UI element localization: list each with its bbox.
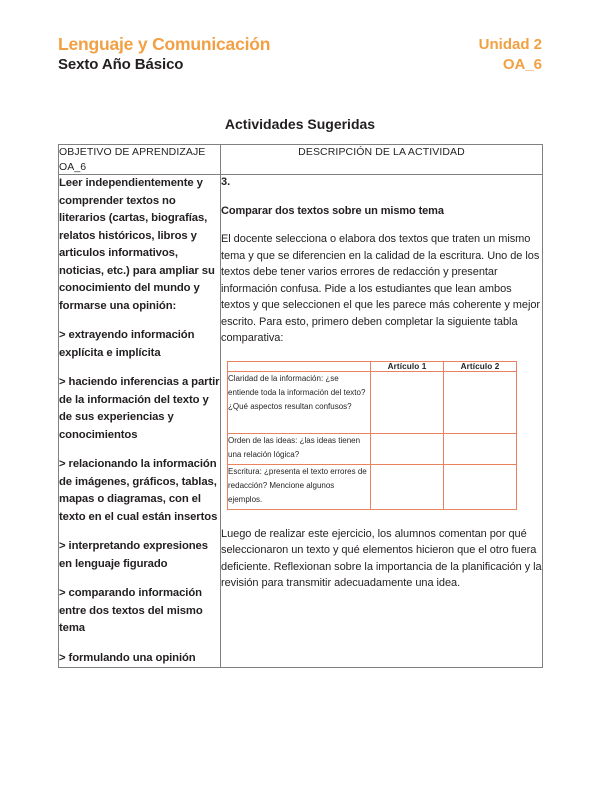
- comparative-cell-2-2[interactable]: [444, 433, 517, 464]
- column-header-description: DESCRIPCIÓN DE LA ACTIVIDAD: [221, 145, 543, 175]
- comparative-cell-1-1[interactable]: [371, 371, 444, 433]
- comparative-row-label-2: Orden de las ideas: ¿las ideas tienen una relación lógica?: [228, 433, 371, 464]
- comparative-row-label-1: Claridad de la información: ¿se entiende toda la información del texto? ¿Qué aspectos resultan confusos?: [228, 371, 371, 433]
- objective-item-3: > relacionando la información de imágenes, gráficos, tablas, mapas o diagramas, con el texto en el cual están insertos: [59, 458, 218, 523]
- comparative-row: [228, 371, 517, 433]
- description-cell: [221, 175, 543, 668]
- objective-item-1: > extrayendo información explícita e implícita: [59, 329, 195, 359]
- comparative-column-articulo-2: Artículo 2: [444, 361, 517, 371]
- unit-label: Unidad 2: [478, 36, 542, 53]
- comparative-cell-3-1[interactable]: [371, 464, 444, 509]
- activity-number: 3.: [221, 176, 231, 188]
- comparative-corner-cell: [228, 361, 371, 371]
- comparative-row: [228, 464, 517, 509]
- activities-table: [58, 144, 543, 668]
- activity-subtitle: Comparar dos textos sobre un mismo tema: [221, 205, 444, 217]
- comparative-cell-2-1[interactable]: [371, 433, 444, 464]
- page-subtitle: Sexto Año Básico: [58, 56, 184, 73]
- objective-item-6: > formulando una opinión: [59, 651, 196, 664]
- document-header: [58, 34, 542, 75]
- activity-closing-paragraph: Luego de realizar este ejercicio, los alumnos comentan por qué seleccionaron un texto y qué elementos hicieron que el otro fuera deficiente. Reflexionan sobre la importancia de la planificación y la revisión para transmitir adecuadamente una idea.: [221, 527, 542, 589]
- comparative-column-articulo-1: Artículo 1: [371, 361, 444, 371]
- comparative-row-label-3: Escritura: ¿presenta el texto errores de redacción? Mencione algunos ejemplos.: [228, 464, 371, 509]
- activity-paragraph: El docente selecciona o elabora dos textos que traten un mismo tema y que se diferencien en la calidad de la escritura. Uno de los textos debe tener varios errores de redacción y presentar información confusa. Pide a los estudiantes que lean ambos textos y que seleccionen el que les parece más coherente y mejor escrito. Para esto, primero deben completar la siguiente tabla comparativa:: [221, 233, 541, 344]
- comparative-row: [228, 433, 517, 464]
- table-header-row: [59, 145, 543, 175]
- header-right-block: [479, 34, 542, 75]
- table-content-row: [59, 175, 543, 668]
- header-left-block: [58, 34, 270, 75]
- comparative-cell-3-2[interactable]: [444, 464, 517, 509]
- objective-cell: [59, 175, 221, 668]
- column-header-objective: OBJETIVO DE APRENDIZAJE OA_6: [59, 145, 221, 175]
- objective-intro: Leer independientemente y comprender textos no literarios (cartas, biografías, relatos históricos, libros y articulos informativos, noticias, etc.) para ampliar su conocimiento del mundo y formarse una opinión:: [59, 177, 215, 312]
- oa-code-label: OA_6: [502, 56, 542, 73]
- comparative-table-wrapper: [221, 347, 542, 526]
- objective-item-5: > comparando información entre dos textos del mismo tema: [59, 587, 203, 634]
- objective-item-2: > haciendo inferencias a partir de la información del texto y de sus experiencias y conocimientos: [59, 376, 220, 441]
- section-title: Actividades Sugeridas: [224, 116, 376, 132]
- comparative-header-row: [228, 361, 517, 371]
- page-title: Lenguaje y Comunicación: [58, 34, 271, 54]
- comparative-table: [227, 361, 517, 510]
- comparative-cell-1-2[interactable]: [444, 371, 517, 433]
- objective-item-4: > interpretando expresiones en lenguaje figurado: [59, 540, 208, 570]
